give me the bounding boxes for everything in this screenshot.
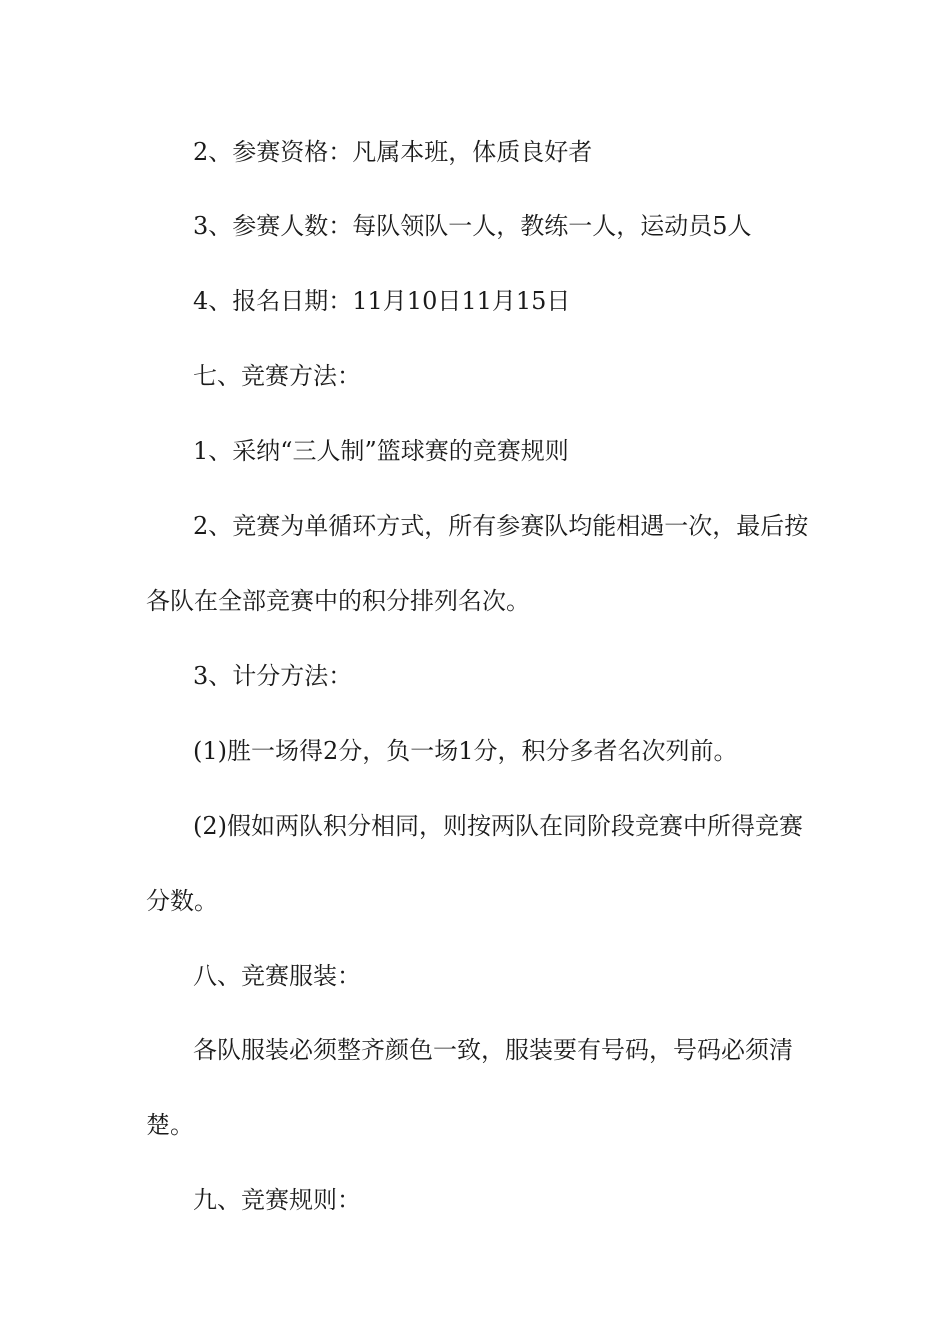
paragraph-scoring-2: (2)假如两队积分相同，则按两队在同阶段竞赛中所得竞赛 — [193, 812, 803, 840]
heading-competition-rules: 九、竞赛规则： — [193, 1186, 361, 1214]
paragraph-uniforms-cont: 楚。 — [146, 1111, 194, 1139]
paragraph-round-robin-cont: 各队在全部竞赛中的积分排列名次。 — [146, 587, 530, 615]
paragraph-registration-date: 4、报名日期：11月10日11月15日 — [193, 287, 571, 315]
paragraph-scoring-1: (1)胜一场得2分，负一场1分，积分多者名次列前。 — [193, 737, 738, 765]
paragraph-uniforms: 各队服装必须整齐颜色一致，服装要有号码，号码必须清 — [193, 1036, 793, 1064]
heading-scoring-method: 3、计分方法： — [193, 662, 353, 690]
paragraph-round-robin: 2、竞赛为单循环方式，所有参赛队均能相遇一次，最后按 — [193, 512, 809, 540]
paragraph-eligibility: 2、参赛资格：凡属本班，体质良好者 — [193, 138, 593, 166]
paragraph-team-size: 3、参赛人数：每队领队一人，教练一人，运动员5人 — [193, 212, 752, 240]
paragraph-scoring-2-cont: 分数。 — [146, 887, 218, 915]
heading-competition-method: 七、竞赛方法： — [193, 362, 361, 390]
heading-uniforms: 八、竞赛服装： — [193, 962, 361, 990]
paragraph-rules-adopted: 1、采纳“三人制”篮球赛的竞赛规则 — [193, 437, 569, 465]
